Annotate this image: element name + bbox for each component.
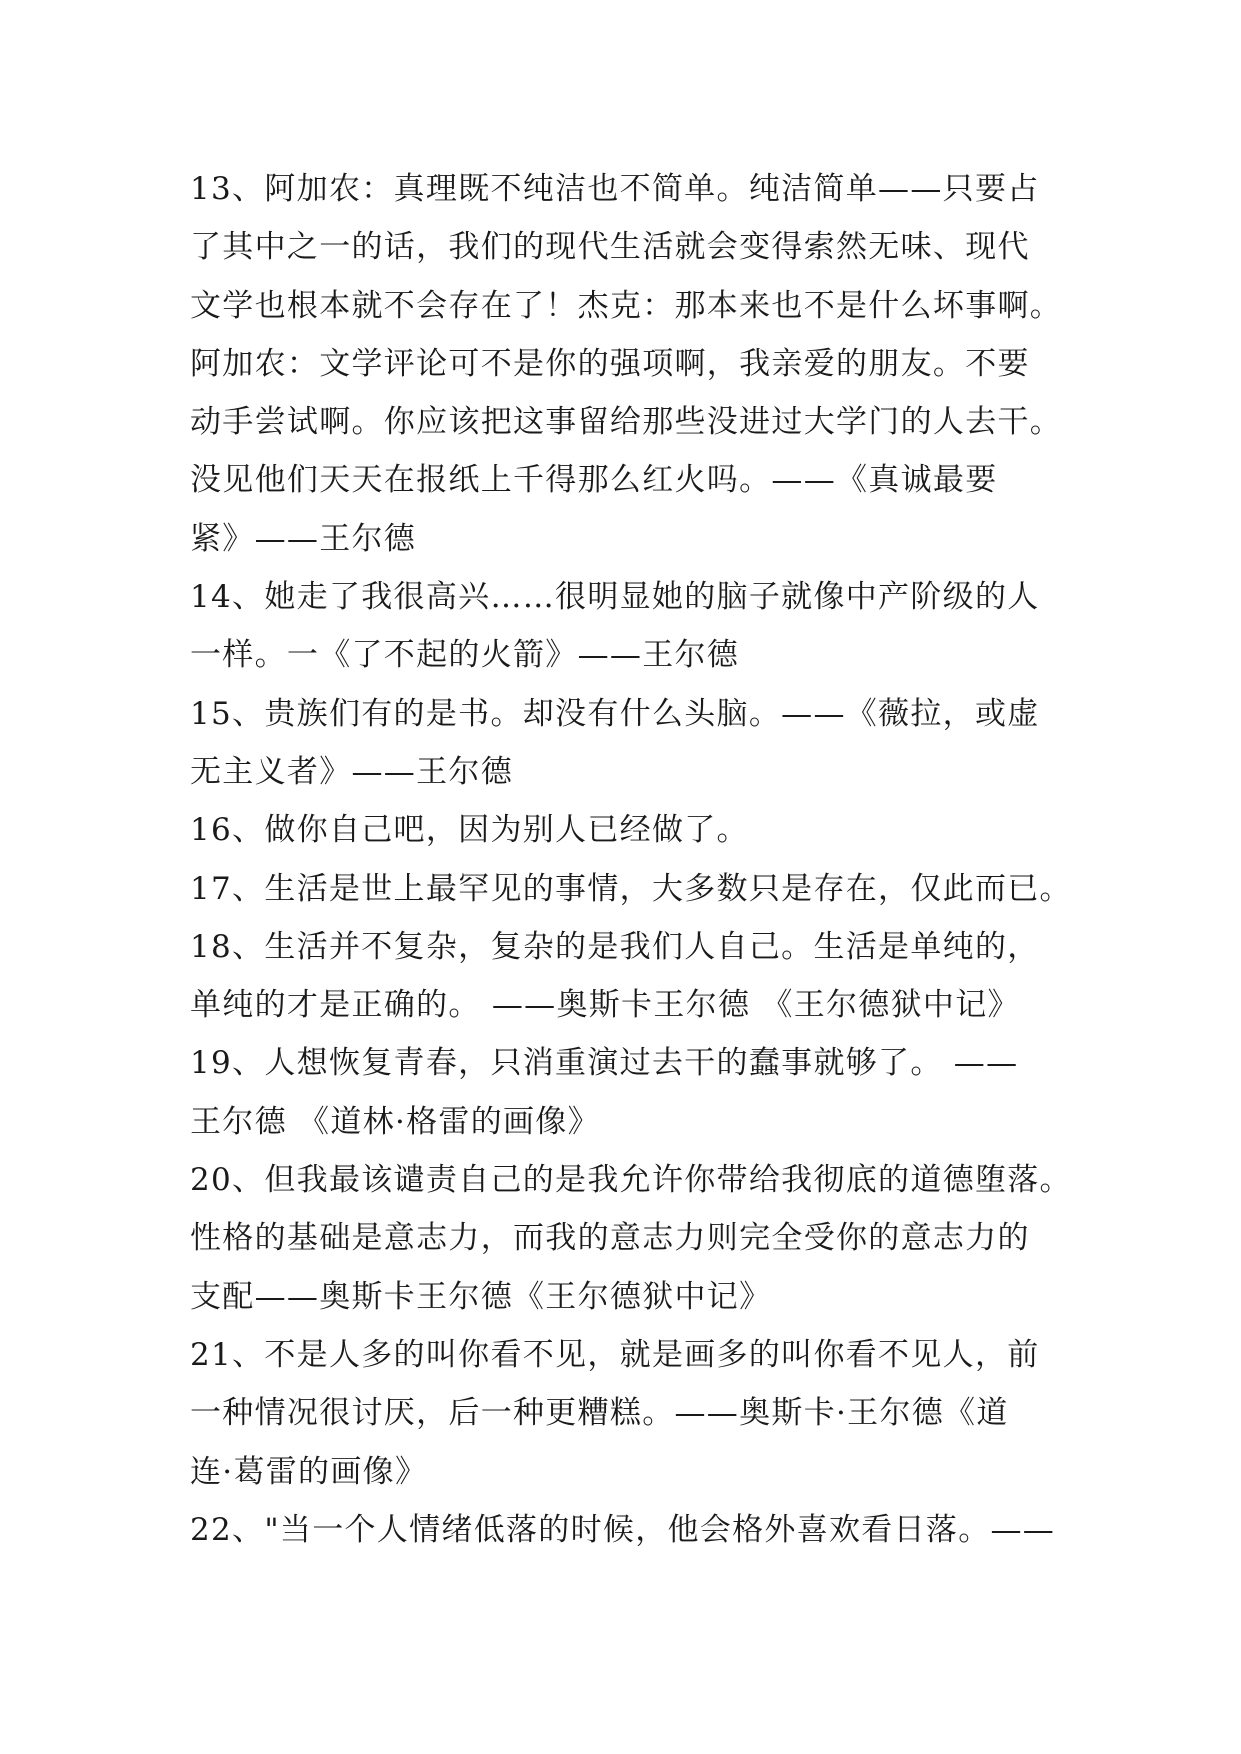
- text-line: 王尔德 《道林·格雷的画像》: [190, 1103, 600, 1140]
- text-line: 17、生活是世上最罕见的事情，大多数只是存在，仅此而已。: [190, 870, 1072, 907]
- text-line: 14、她走了我很高兴……很明显她的脑子就像中产阶级的人: [190, 579, 1040, 616]
- text-line: 18、生活并不复杂，复杂的是我们人自己。生活是单纯的，: [190, 928, 1040, 965]
- text-line: 22、"当一个人情绪低落的时候，他会格外喜欢看日落。——: [190, 1511, 1056, 1548]
- text-line: 21、不是人多的叫你看不见，就是画多的叫你看不见人，前: [190, 1336, 1040, 1373]
- text-line: 支配——奥斯卡王尔德《王尔德狱中记》: [190, 1278, 772, 1315]
- text-line: 动手尝试啊。你应该把这事留给那些没进过大学门的人去干。: [190, 404, 1063, 441]
- text-line: 无主义者》——王尔德: [190, 753, 513, 790]
- text-line: 15、贵族们有的是书。却没有什么头脑。——《薇拉，或虚: [190, 695, 1040, 732]
- text-line: 文学也根本就不会存在了！杰克：那本来也不是什么坏事啊。: [190, 287, 1063, 324]
- text-line: 一样。一《了不起的火箭》——王尔德: [190, 637, 740, 674]
- text-line: 19、人想恢复青春，只消重演过去干的蠢事就够了。 ——: [190, 1045, 1019, 1082]
- text-line: 一种情况很讨厌，后一种更糟糕。——奥斯卡·王尔德《道: [190, 1395, 1009, 1432]
- document-body: [190, 160, 1090, 1559]
- text-line: 单纯的才是正确的。 ——奥斯卡王尔德 《王尔德狱中记》: [190, 987, 1020, 1024]
- text-line: 没见他们天天在报纸上千得那么红火吗。——《真诚最要: [190, 462, 998, 499]
- text-line: 连·葛雷的画像》: [190, 1453, 428, 1490]
- text-line: 20、但我最该谴责自己的是我允许你带给我彻底的道德堕落。: [190, 1162, 1072, 1199]
- text-line: 阿加农：文学评论可不是你的强项啊，我亲爱的朋友。不要: [190, 345, 1030, 382]
- text-line: 性格的基础是意志力，而我的意志力则完全受你的意志力的: [190, 1220, 1030, 1257]
- text-line: 紧》——王尔德: [190, 520, 417, 557]
- text-line: 13、阿加农：真理既不纯洁也不简单。纯洁简单——只要占: [190, 171, 1040, 207]
- text-line: 16、做你自己吧，因为别人已经做了。: [190, 812, 749, 849]
- text-line: 了其中之一的话，我们的现代生活就会变得索然无味、现代: [190, 229, 1030, 266]
